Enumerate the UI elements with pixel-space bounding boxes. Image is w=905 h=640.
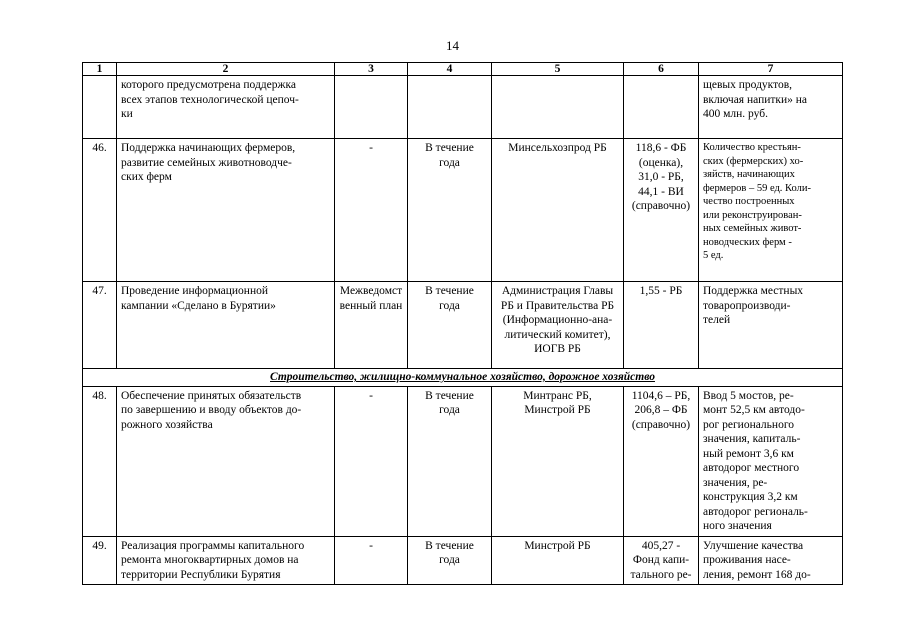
funding-cell xyxy=(624,76,699,139)
column-number: 1 xyxy=(83,63,117,76)
term-cell xyxy=(408,76,492,139)
document-cell: - xyxy=(335,386,408,536)
executor-cell: Минтранс РБ, Минстрой РБ xyxy=(492,386,624,536)
column-number: 7 xyxy=(699,63,843,76)
table-row xyxy=(83,76,843,139)
term-cell: В течение года xyxy=(408,139,492,282)
funding-cell: 118,6 - ФБ (оценка), 31,0 - РБ, 44,1 - ВИ (справочно) xyxy=(624,139,699,282)
column-number: 5 xyxy=(492,63,624,76)
executor-cell xyxy=(492,76,624,139)
measure-cell: которого предусмотрена поддержка всех этапов технологической цепоч- ки xyxy=(117,76,335,139)
document-cell xyxy=(335,76,408,139)
measure-cell: Реализация программы капитального ремонта многоквартирных домов на территории Республики Бурятия xyxy=(117,536,335,585)
result-cell: щевых продуктов, включая напитки» на 400 млн. руб. xyxy=(699,76,843,139)
document-cell: - xyxy=(335,536,408,585)
column-number: 2 xyxy=(117,63,335,76)
row-number: 47. xyxy=(83,282,117,369)
measure-cell: Обеспечение принятых обязательств по завершению и вводу объектов до- рожного хозяйства xyxy=(117,386,335,536)
measure-cell: Проведение информационной кампании «Сделано в Бурятии» xyxy=(117,282,335,369)
funding-cell: 405,27 - Фонд капи- тального ре- xyxy=(624,536,699,585)
funding-cell: 1104,6 – РБ, 206,8 – ФБ (справочно) xyxy=(624,386,699,536)
result-cell: Поддержка местных товаропроизводи- телей xyxy=(699,282,843,369)
plan-table xyxy=(82,62,843,585)
table-row xyxy=(83,282,843,369)
term-cell: В течение года xyxy=(408,386,492,536)
document-cell: Межведомст венный план xyxy=(335,282,408,369)
column-number: 4 xyxy=(408,63,492,76)
funding-cell: 1,55 - РБ xyxy=(624,282,699,369)
row-number: 49. xyxy=(83,536,117,585)
table-row xyxy=(83,536,843,585)
result-cell: Улучшение качества проживания насе- ления, ремонт 168 до- xyxy=(699,536,843,585)
column-number: 6 xyxy=(624,63,699,76)
term-cell: В течение года xyxy=(408,282,492,369)
column-number-row xyxy=(83,63,843,76)
document-cell: - xyxy=(335,139,408,282)
executor-cell: Минстрой РБ xyxy=(492,536,624,585)
executor-cell: Минсельхозпрод РБ xyxy=(492,139,624,282)
row-number xyxy=(83,76,117,139)
table-row xyxy=(83,386,843,536)
row-number: 48. xyxy=(83,386,117,536)
measure-cell: Поддержка начинающих фермеров, развитие семейных животноводче- ских ферм xyxy=(117,139,335,282)
page-number: 14 xyxy=(446,38,459,53)
section-title: Строительство, жилищно-коммунальное хозяйство, дорожное хозяйство xyxy=(83,369,843,387)
term-cell: В течение года xyxy=(408,536,492,585)
result-cell: Количество крестьян- ских (фермерских) хо- зяйств, начинающих фермеров – 59 ед. Коли- чество построенных или реконструирован- ных семейных живот- новодческих ферм - 5 ед. xyxy=(699,139,843,282)
column-number: 3 xyxy=(335,63,408,76)
row-number: 46. xyxy=(83,139,117,282)
section-row xyxy=(83,369,843,387)
table-row xyxy=(83,139,843,282)
result-cell: Ввод 5 мостов, ре- монт 52,5 км автодо- рог регионального значения, капиталь- ный ремонт 3,6 км автодорог местного значения, ре- конструкция 3,2 км автодорог региональ- ного значения xyxy=(699,386,843,536)
executor-cell: Администрация Главы РБ и Правительства РБ (Информационно-ана- литический комитет), ИОГВ РБ xyxy=(492,282,624,369)
